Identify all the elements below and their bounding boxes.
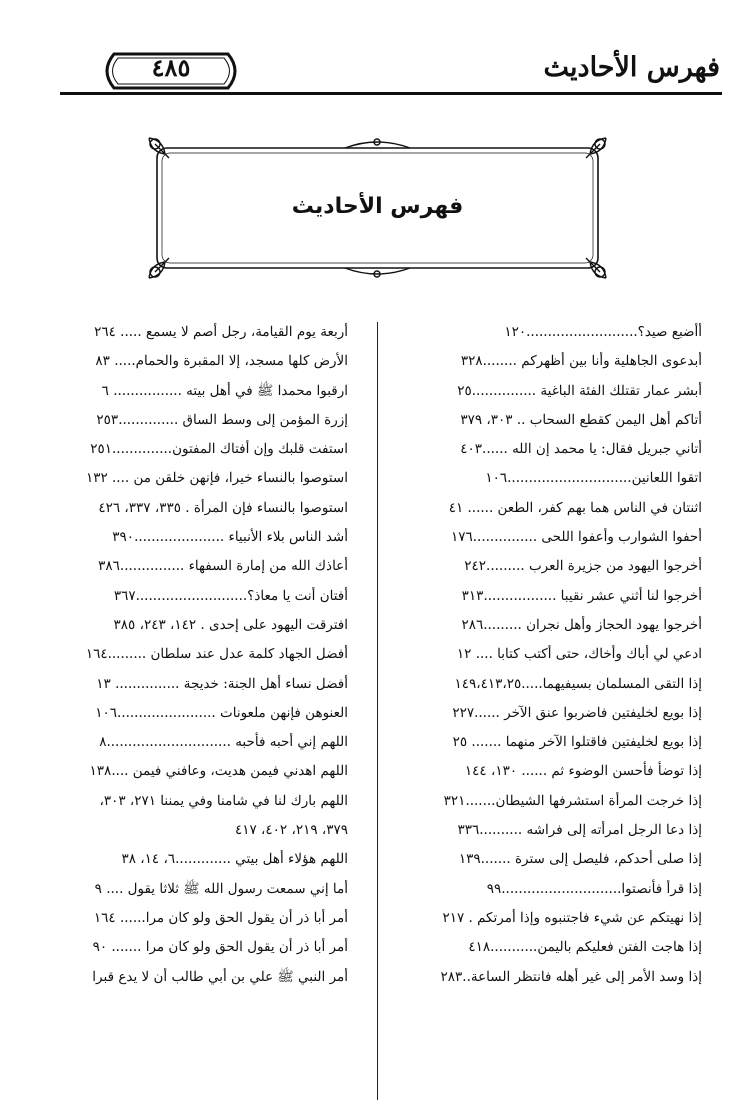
- index-entry: أعاذك الله من إمارة السفهاء ...............٣٨٦: [98, 558, 348, 575]
- index-entry: أمر أبا ذر أن يقول الحق ولو كان مرا...... ١٦٤: [93, 909, 348, 926]
- index-entry: اللهم هؤلاء أهل بيتي .............٦، ١٤، ٣٨: [121, 851, 348, 868]
- index-entry: العنوهن فإنهن ملعونات .......................١٠٦: [95, 704, 348, 721]
- index-entry: أخرجوا يهود الحجاز وأهل نجران .........٢٨٦: [461, 616, 702, 633]
- frame-title: فهرس الأحاديث: [291, 194, 464, 219]
- index-entry: أبشر عمار تقتلك الفئة الباغية ...............٢٥: [457, 382, 702, 399]
- index-entry: إذا صلى أحدكم، فليصل إلى سترة .......١٣٩: [458, 851, 702, 868]
- index-entry: اللهم إني أحبه فأحبه .............................٨: [99, 734, 348, 751]
- index-entry: إذا خرجت المرأة استشرفها الشيطان.......٣٢١: [443, 792, 702, 809]
- index-entry: الأرض كلها مسجد، إلا المقبرة والحمام..... ٨٣: [95, 353, 348, 370]
- index-entry: إذا قرأ فأنصتوا............................٩٩: [486, 880, 702, 897]
- index-entry: أخرجوا لنا أثني عشر نقيبا .................٣١٣: [461, 587, 702, 604]
- index-entry: افترقت اليهود على إحدى . ١٤٢، ٢٤٣، ٣٨٥: [113, 616, 348, 633]
- index-entry: أمر أبا ذر أن يقول الحق ولو كان مرا ....... ٩٠: [92, 939, 348, 956]
- index-entry: إذا نهيتكم عن شيء فاجتنبوه وإذا أمرتكم . ٢١٧: [442, 909, 702, 926]
- index-entry: إذا بويع لخليفتين فاضربوا عنق الآخر ......٢٢٧: [452, 704, 702, 721]
- index-entry: إزرة المؤمن إلى وسط الساق ..............٢٥٣: [96, 411, 348, 428]
- index-entry: اثنتان في الناس هما بهم كفر، الطعن ...... ٤١: [448, 499, 702, 516]
- page-header: [60, 44, 720, 92]
- index-entry: إذا هاجت الفتن فعليكم باليمن...........٤١٨: [468, 939, 702, 956]
- index-entry: أفضل الجهاد كلمة عدل عند سلطان .........١٦٤: [85, 646, 348, 663]
- page-number: ٤٨٥: [151, 53, 191, 82]
- title-frame: [145, 134, 610, 282]
- index-entry: اللهم بارك لنا في شامنا وفي يمننا ٢٧١، ٣٠٣،: [99, 792, 348, 809]
- index-entry: إذا التقى المسلمان بسيفيهما.....١٤٩،٤١٣،٢٥: [454, 675, 702, 692]
- index-entry: أما إني سمعت رسول الله ﷺ ثلاثا يقول .... ٩: [94, 880, 348, 897]
- page-number-badge: [96, 50, 246, 92]
- index-entry: أشد الناس بلاء الأنبياء .....................٣٩٠: [112, 529, 348, 546]
- index-entry: أحفوا الشوارب وأعفوا اللحى ...............١٧٦: [451, 529, 702, 546]
- index-entry: اللهم اهدني فيمن هديت، وعافني فيمن ....١٣٨: [89, 763, 348, 780]
- index-entry: اتقوا اللعانين.............................١٠٦: [485, 470, 702, 487]
- column-divider: [377, 322, 378, 1100]
- index-entry: أبدعوى الجاهلية وأنا بين أظهركم ........٣٢٨: [460, 353, 702, 370]
- index-entry: إذا دعا الرجل امرأته إلى فراشه ..........٣٣٦: [457, 822, 702, 839]
- index-entry: ٣٧٩، ٢١٩، ٤٠٢، ٤١٧: [234, 822, 348, 839]
- index-entry: أفضل نساء أهل الجنة: خديجة ............... ١٣: [96, 675, 348, 692]
- index-entry: أأضبع صيد؟..........................١٢٠: [504, 324, 702, 340]
- index-entry: أمر النبي ﷺ علي بن أبي طالب أن لا يدع قبرا: [92, 968, 348, 985]
- index-entry: أتاني جبريل فقال: يا محمد إن الله ......٤٠٣: [460, 441, 702, 458]
- index-entry: أفتان أنت يا معاذ؟..........................٣٦٧: [113, 587, 348, 604]
- index-column-right: [397, 318, 702, 992]
- header-rule: [60, 92, 722, 95]
- running-title: فهرس الأحاديث: [543, 52, 720, 83]
- index-entry: أخرجوا اليهود من جزيرة العرب .........٢٤٢: [464, 558, 702, 575]
- index-entry: إذا بويع لخليفتين فاقتلوا الآخر منهما ....... ٢٥: [452, 734, 702, 751]
- index-entry: إذا توضأ فأحسن الوضوء ثم ...... ١٣٠، ١٤٤: [464, 763, 702, 780]
- index-entry: أتاكم أهل اليمن كقطع السحاب .. ٣٠٣، ٣٧٩: [460, 411, 702, 428]
- index-entry: استوصوا بالنساء فإن المرأة . ٣٣٥، ٣٣٧، ٤٢٦: [98, 499, 348, 516]
- index-entry: ادعي لي أباك وأخاك، حتى أكتب كتابا .... ١٢: [456, 646, 702, 663]
- index-column-left: [43, 318, 348, 992]
- index-entry: استوصوا بالنساء خيرا، فإنهن خلقن من .... ١٣٢: [85, 470, 348, 487]
- index-entry: إذا وسد الأمر إلى غير أهله فانتظر الساعة..٢٨٣: [440, 968, 702, 985]
- index-entry: أربعة يوم القيامة، رجل أصم لا يسمع ..... ٢٦٤: [94, 324, 348, 340]
- index-entry: ارقبوا محمدا ﷺ في أهل بيته ................ ٦: [101, 382, 348, 399]
- index-entry: استفت قلبك وإن أفتاك المفتون..............٢٥١: [90, 441, 348, 458]
